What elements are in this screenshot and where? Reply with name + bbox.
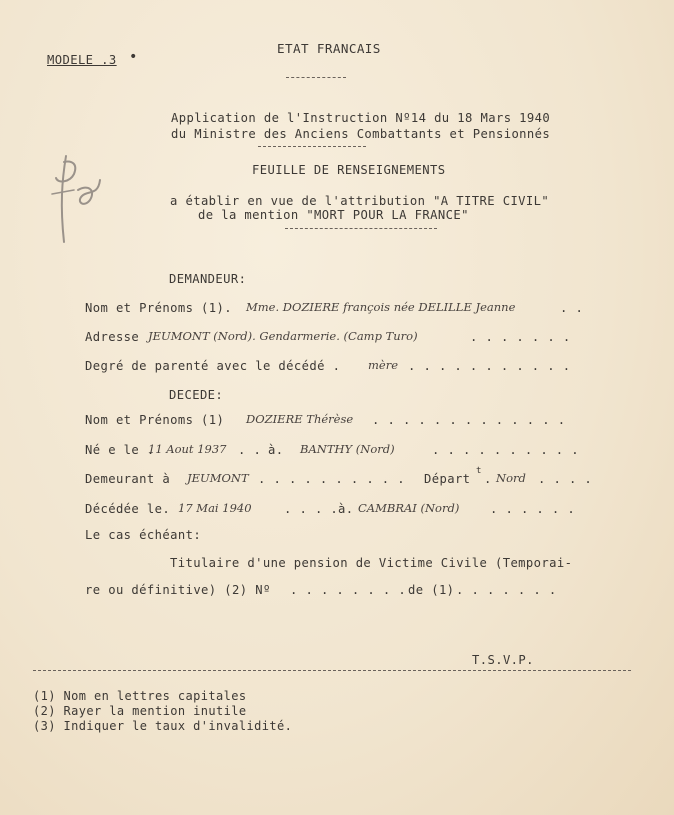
ne-label: Né e le . xyxy=(85,443,155,457)
divider xyxy=(286,77,346,78)
footnote-divider xyxy=(33,670,631,671)
titulaire-de: de (1) xyxy=(408,583,455,597)
demandeur-nom-label: Nom et Prénoms (1). xyxy=(85,301,233,315)
dot-leader: . xyxy=(484,472,492,486)
dot-leader: . . xyxy=(560,301,584,315)
application-line-2: du Ministre des Anciens Combattants et Pensionnés xyxy=(171,127,551,141)
dot-leader: . . . . . . . xyxy=(470,330,571,344)
application-line-1: Application de l'Instruction Nº14 du 18 Mars 1940 xyxy=(171,111,551,125)
country-heading: ETAT FRANCAIS xyxy=(277,41,381,56)
decede-date: 17 Mai 1940 xyxy=(178,501,252,515)
purpose-line-2: de la mention "MORT POUR LA FRANCE" xyxy=(198,208,469,222)
dot-leader: . . . . . . . . . . xyxy=(432,443,580,457)
dot-leader: . . . . . . . . xyxy=(290,583,407,597)
margin-pencil-mark xyxy=(44,150,110,250)
titulaire-line-2: re ou définitive) (2) Nº xyxy=(85,583,271,597)
dot-leader: . . . . . . . . . . . xyxy=(408,359,571,373)
adresse-value: JEUMONT (Nord). Gendarmerie. (Camp Turo) xyxy=(148,329,418,343)
parente-label: Degré de parenté avec le décédé . xyxy=(85,359,341,373)
dot-leader: . . . . xyxy=(284,502,339,516)
footnote-item: (2) Rayer la mention inutile xyxy=(33,704,247,718)
demandeur-nom-value: Mme. DOZIERE françois née DELILLE Jeanne xyxy=(246,300,516,314)
dot-leader: . . xyxy=(238,443,262,457)
demeurant-label: Demeurant à xyxy=(85,472,171,486)
demandeur-heading: DEMANDEUR: xyxy=(169,272,247,286)
tsvp-label: T.S.V.P. xyxy=(472,653,534,667)
dot-leader: . . . . . . . . . . . . . xyxy=(372,413,566,427)
decede-nom-value: DOZIERE Thérèse xyxy=(246,412,354,426)
dot-leader: . . . . xyxy=(538,472,593,486)
adresse-label: Adresse xyxy=(85,330,140,344)
footnote-item: (1) Nom en lettres capitales xyxy=(33,689,247,703)
bullet-mark: • xyxy=(129,49,138,65)
ne-a-label: à. xyxy=(268,443,284,457)
depart-value: Nord xyxy=(496,471,526,485)
parente-value: mère xyxy=(368,358,399,372)
depart-label: Départ xyxy=(424,472,471,486)
decede-heading: DECEDE: xyxy=(169,388,224,402)
demeurant-value: JEUMONT xyxy=(187,471,249,485)
divider xyxy=(258,146,366,147)
decede-a-label: à. xyxy=(338,502,354,516)
cas-echeant: Le cas échéant: xyxy=(85,528,202,542)
modele-label: MODELE .3 xyxy=(47,53,117,67)
decede-nom-label: Nom et Prénoms (1) xyxy=(85,413,225,427)
decede-date-label: Décédée le. xyxy=(85,502,171,516)
footnote-item: (3) Indiquer le taux d'invalidité. xyxy=(33,719,293,733)
form-title: FEUILLE DE RENSEIGNEMENTS xyxy=(252,163,446,177)
footnotes xyxy=(33,689,292,734)
ne-lieu: BANTHY (Nord) xyxy=(300,442,395,456)
purpose-line-1: a établir en vue de l'attribution "A TITRE CIVIL" xyxy=(170,194,550,208)
titulaire-line-1: Titulaire d'une pension de Victime Civile (Temporai- xyxy=(170,556,573,570)
dot-leader: . . . . . . . . . . xyxy=(258,472,406,486)
depart-superscript: t xyxy=(476,466,482,476)
ne-date: 11 Aout 1937 xyxy=(148,442,227,456)
dot-leader: . . . . . . . xyxy=(456,583,557,597)
decede-lieu: CAMBRAI (Nord) xyxy=(358,501,460,515)
divider xyxy=(285,228,437,229)
dot-leader: . . . . . . xyxy=(490,502,576,516)
